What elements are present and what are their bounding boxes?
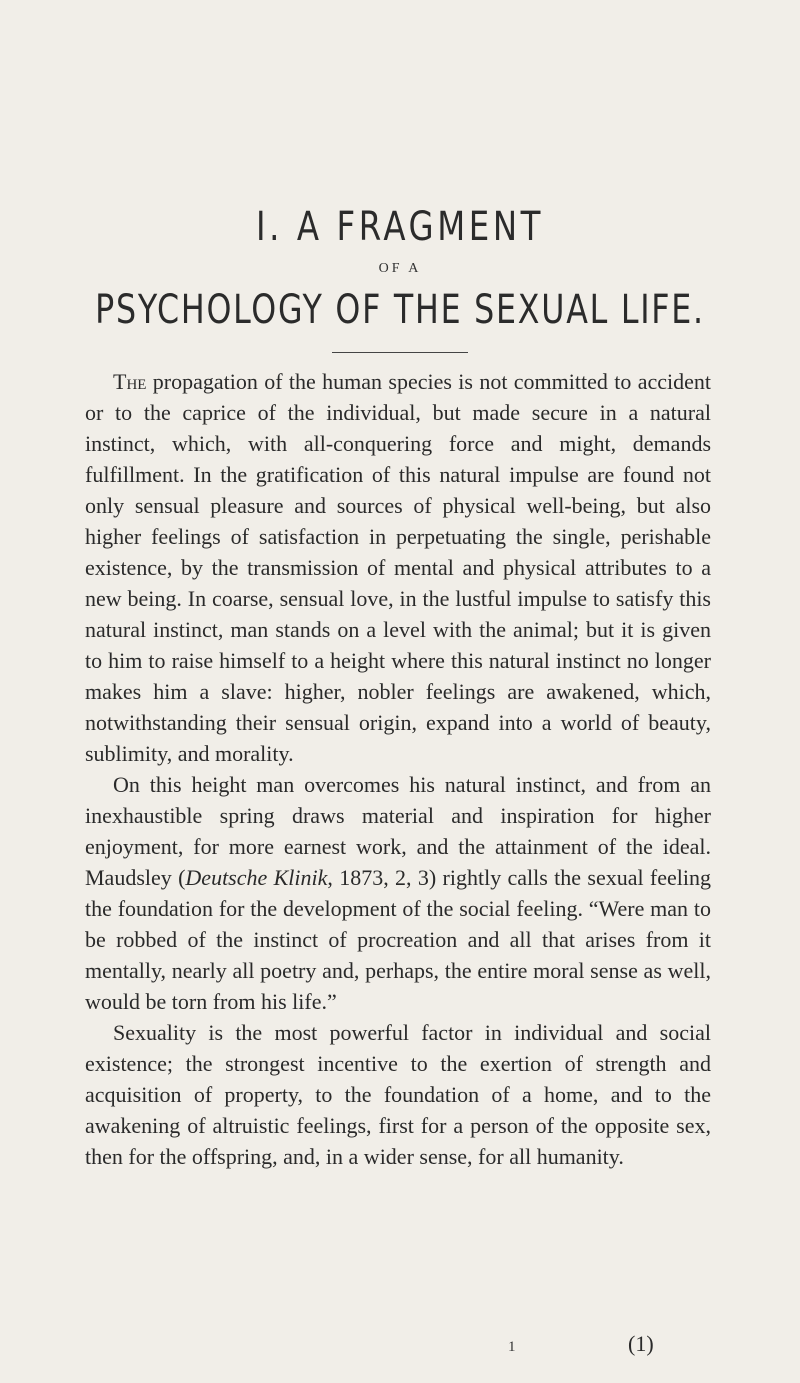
- paragraph-2: [85, 769, 711, 1017]
- chapter-subtitle: PSYCHOLOGY OF THE SEXUAL LIFE.: [95, 287, 705, 333]
- body-text: [85, 366, 711, 1172]
- paragraph-1: [85, 366, 711, 769]
- title-divider: [332, 352, 468, 353]
- paragraph-text: Sexuality is the most powerful factor in individual and social existence; the strongest incentive to the exertion of strength and acquisition of property, to the foundation of a home, and to the awakening of altruistic feelings, first for a person of the opposite sex, then for the offspring, and, in a wider sense, for all humanity.: [85, 1020, 711, 1169]
- signature-mark: 1: [508, 1339, 516, 1355]
- chapter-title-connector: OF A: [378, 261, 422, 276]
- paragraph-text: propagation of the human species is not committed to accident or to the caprice of the individual, but made secure in a natural instinct, which, with all-conquering force and might, demands fulfillment. In the gratification of this natural impulse are found not only sensual pleasure and sources of physical well-being, but also higher feelings of satisfaction in perpetuating the single, perishable existence, by the transmission of mental and physical attributes to a new being. In coarse, sensual love, in the lustful impulse to satisfy this natural instinct, man stands on a level with the animal; but it is given to him to raise himself to a height where this natural instinct no longer makes him a slave: higher, nobler feelings are awakened, which, notwithstanding their sensual origin, expand into a world of beauty, sublimity, and morality.: [85, 369, 711, 766]
- paragraph-3: [85, 1017, 711, 1172]
- page-number: (1): [628, 1331, 654, 1356]
- paragraph-text: On this height man overcomes his natural instinct, and from an inexhaustible spring draws material and inspiration for higher enjoyment, for more earnest work, and the attainment of the ideal. Maudsley (: [85, 772, 711, 890]
- paragraph-text: , 1873, 2, 3) rightly calls the sexual feeling the foundation for the development of the social feeling. “Were man to be robbed of the instinct of procreation and all that arises from it mentally, nearly all poetry and, perhaps, the entire moral sense as well, would be torn from his life.”: [85, 865, 711, 1014]
- paragraph-lead-word: The: [113, 369, 147, 394]
- chapter-title: I. A FRAGMENT: [255, 204, 545, 250]
- citation-title: Deutsche Klinik: [185, 865, 328, 890]
